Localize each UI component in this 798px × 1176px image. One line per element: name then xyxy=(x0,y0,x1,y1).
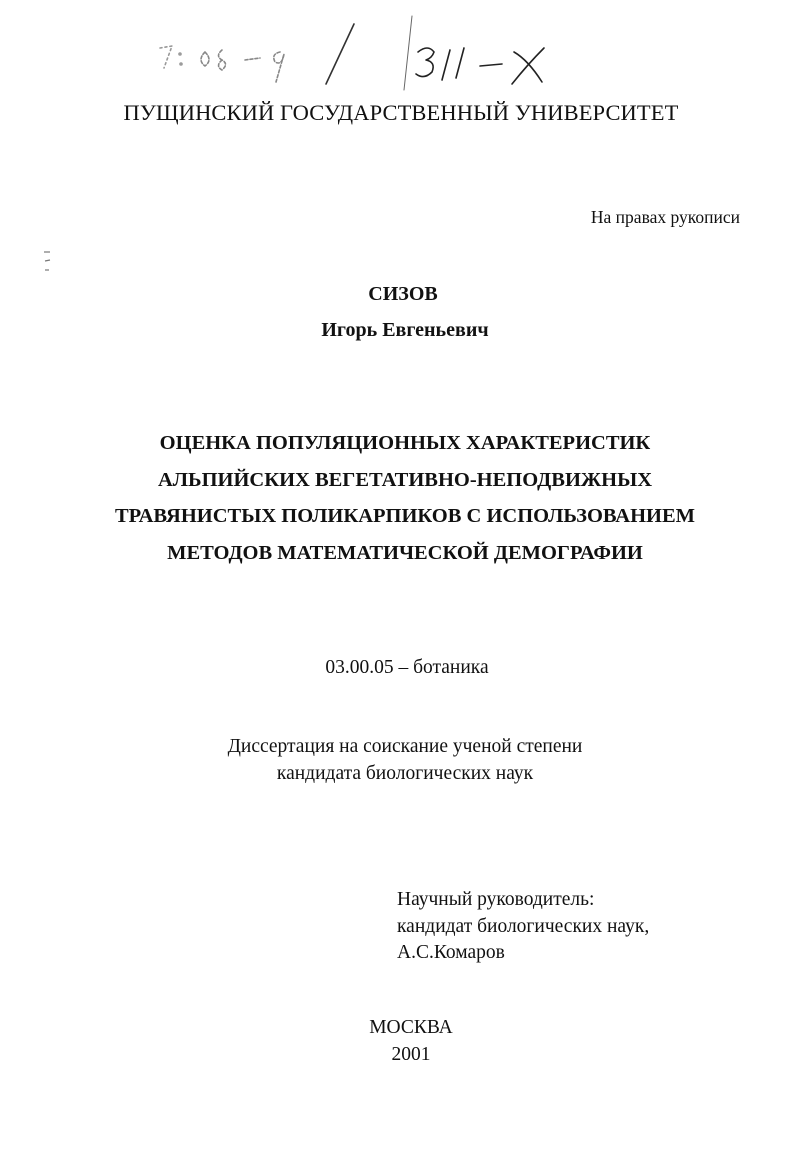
author-given-name: Игорь Евгеньевич xyxy=(321,319,489,341)
supervisor-name: А.С.Комаров xyxy=(397,942,505,963)
title-line: ТРАВЯНИСТЫХ ПОЛИКАРПИКОВ С ИСПОЛЬЗОВАНИЕМ xyxy=(115,505,695,527)
margin-mark xyxy=(40,248,54,278)
supervisor-label: Научный руководитель: xyxy=(397,889,595,910)
degree-line-2: кандидата биологических наук xyxy=(276,763,534,784)
supervisor-rank: кандидат биологических наук, xyxy=(397,915,650,937)
handwritten-archive-note xyxy=(150,12,570,102)
dissertation-title xyxy=(6,425,798,571)
degree-line-1: Диссертация на соискание ученой степени xyxy=(227,736,583,757)
rights-notice: На правах рукописи xyxy=(590,207,740,227)
year: 2001 xyxy=(391,1043,431,1065)
city: МОСКВА xyxy=(369,1017,453,1038)
degree-statement xyxy=(6,733,798,787)
supervisor-block xyxy=(397,887,649,967)
title-line: ОЦЕНКА ПОПУЛЯЦИОННЫХ ХАРАКТЕРИСТИК xyxy=(159,432,651,454)
university-name: ПУЩИНСКИЙ ГОСУДАРСТВЕННЫЙ УНИВЕРСИТЕТ xyxy=(123,100,679,125)
author-surname: СИЗОВ xyxy=(368,283,438,305)
city-year xyxy=(12,1015,798,1068)
specialty-code: 03.00.05 – ботаника xyxy=(325,657,489,678)
title-line: МЕТОДОВ МАТЕМАТИЧЕСКОЙ ДЕМОГРАФИИ xyxy=(167,541,643,564)
title-line: АЛЬПИЙСКИХ ВЕГЕТАТИВНО-НЕПОДВИЖНЫХ xyxy=(157,468,653,491)
